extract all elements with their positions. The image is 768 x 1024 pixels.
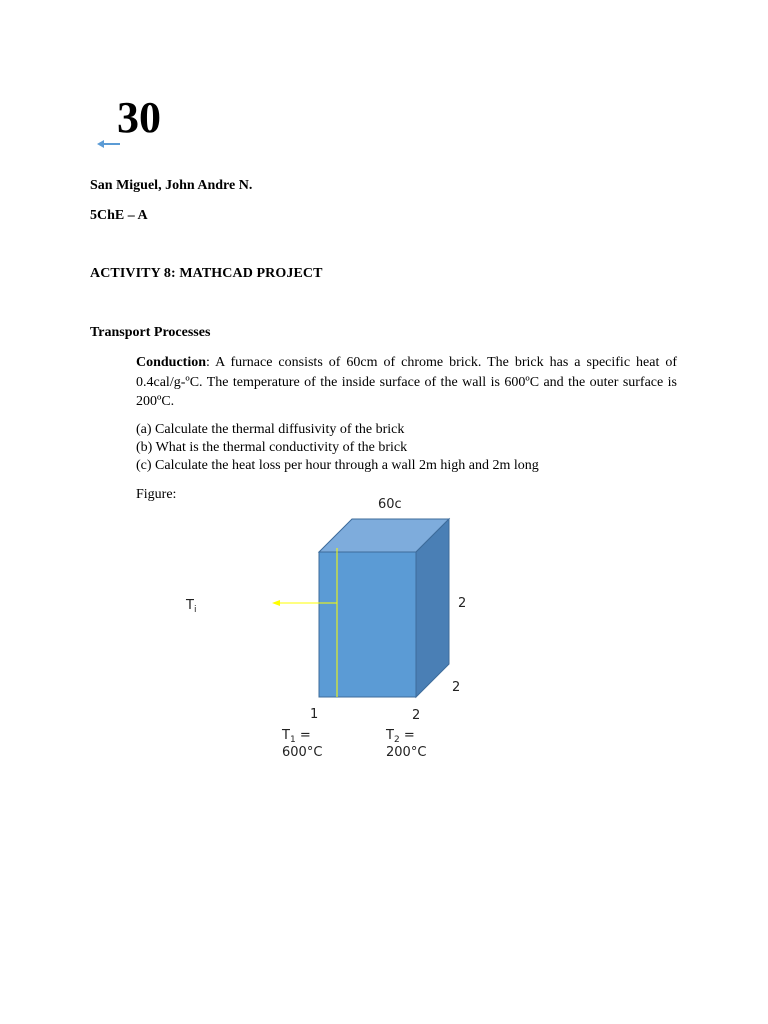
t2-label: $T_2$ = [386,728,415,745]
question-list [136,421,696,476]
depth-dimension-label: 2 [452,680,461,695]
ti-label: $T_i$ [186,598,197,615]
question-b: (b) What is the thermal conductivity of the brick [136,440,408,456]
problem-label: Conduction [136,355,207,370]
t1-label: $T_1$ = [282,728,311,745]
block-top-face [319,519,449,552]
top-dimension-label: 60c [378,497,402,512]
height-dimension-label: 2 [458,596,467,611]
block-side-face [416,519,449,697]
question-a: (a) Calculate the thermal diffusivity of the brick [136,422,405,437]
student-section: 5ChE – A [90,208,148,223]
problem-text: : A furnace consists of 60cm of chrome brick. The brick has a specific heat of 0.4cal/g-ºC. The temperature of the inside surface of the wall is 600ºC and the outer surface is 200ºC. [136,355,677,409]
student-name: San Miguel, John Andre N. [90,178,253,193]
figure-label: Figure: [136,487,177,502]
score-mark: 30 [117,93,161,142]
t1-value: 600°C [282,745,323,760]
activity-title: ACTIVITY 8: MATHCAD PROJECT [90,266,323,281]
face-1-label: 1 [310,707,319,722]
subject-heading: Transport Processes [90,325,211,340]
t2-value: 200°C [386,745,427,760]
face-2-label: 2 [412,708,421,723]
arrow-left-icon [96,136,122,152]
question-c: (c) Calculate the heat loss per hour through a wall 2m high and 2m long [136,458,539,474]
block-front-face [319,552,416,697]
heat-arrow-icon [272,600,280,606]
problem-statement [136,353,677,412]
